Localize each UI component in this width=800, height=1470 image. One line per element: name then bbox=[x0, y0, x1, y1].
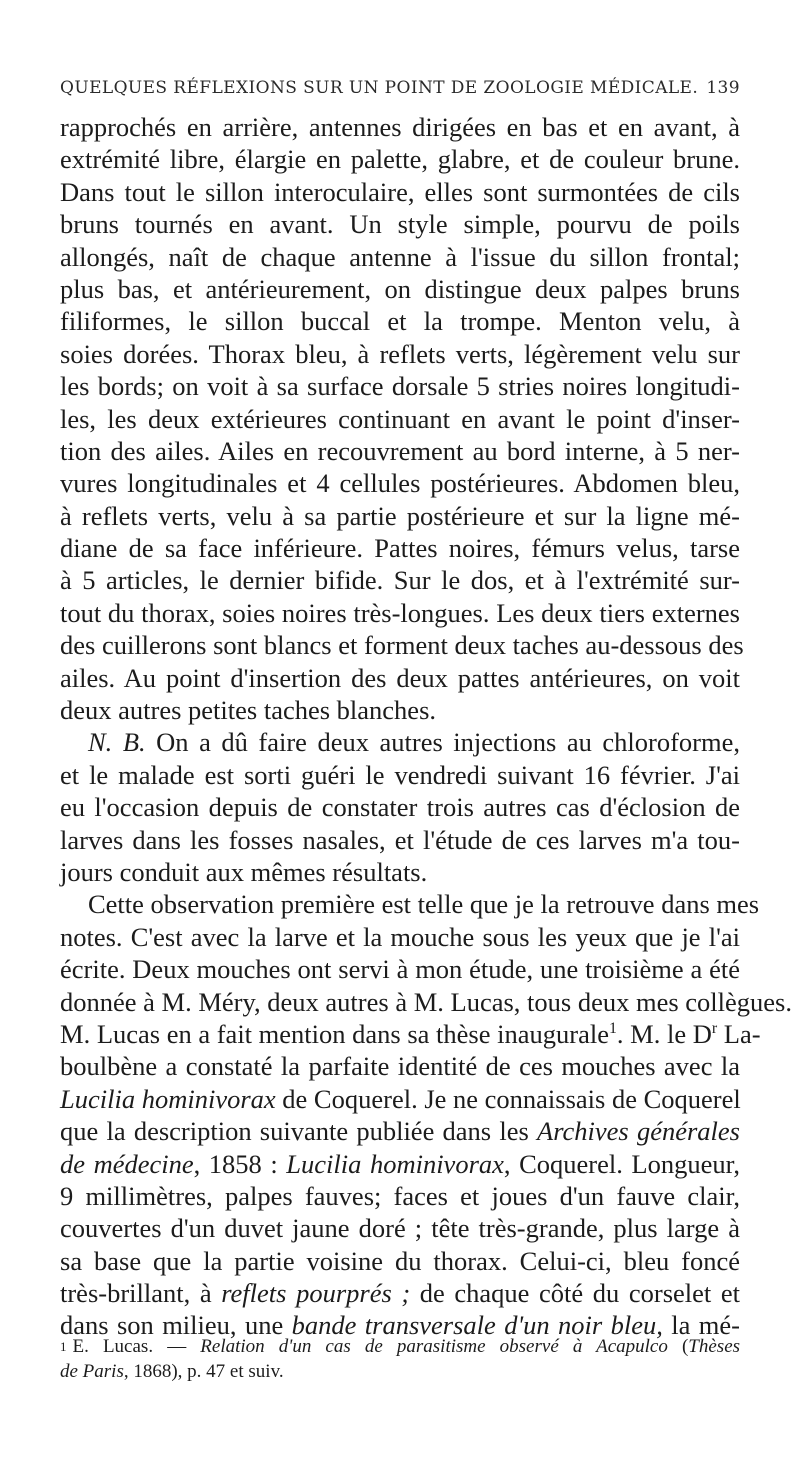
running-head bbox=[60, 78, 740, 100]
text-segment: , 1858 : bbox=[193, 1148, 287, 1179]
text-segment: que la description suivante publiée dans les bbox=[60, 1116, 538, 1147]
footnote-title: Relation d'un cas de parasitisme observé à Acapulco bbox=[200, 1336, 668, 1357]
species-name: Lucilia hominivorax bbox=[286, 1148, 504, 1179]
text-segment: , Coquerel. Longueur, bbox=[503, 1148, 740, 1179]
text-line bbox=[60, 1277, 740, 1309]
footnote-series-end: de Paris bbox=[60, 1361, 124, 1382]
text-segment: de chaque côté du corselet et bbox=[410, 1278, 741, 1309]
text-segment: M. Lucas en a fait mention dans sa thèse inaugurale bbox=[60, 1018, 609, 1049]
text-line: à 5 articles, le dernier bifide. Sur le dos, et à l'extrémité sur- bbox=[60, 565, 740, 596]
page-number: 139 bbox=[706, 78, 740, 98]
text-line bbox=[60, 1115, 740, 1147]
footnote-reference: 1 bbox=[608, 1020, 617, 1038]
text-line: les bords; on voit à sa surface dorsale 5 stries noires longitudi- bbox=[60, 371, 740, 402]
species-name: Lucilia hominivorax bbox=[60, 1083, 276, 1114]
text-segment: dans son milieu, une bbox=[60, 1310, 292, 1341]
footnote-line bbox=[60, 1359, 740, 1384]
text-line: tout du thorax, soies noires très-longues. Les deux tiers externes bbox=[60, 597, 740, 628]
text-line: soies dorées. Thorax bleu, à reflets verts, légèrement velu sur bbox=[60, 338, 740, 369]
text-line: eu l'occasion depuis de constater trois autres cas d'éclosion de bbox=[60, 792, 740, 823]
text-line: rapprochés en arrière, antennes dirigées en bas et en avant, à bbox=[60, 112, 740, 142]
running-head-title: QUELQUES RÉFLEXIONS SUR UN POINT DE ZOOLOGIE MÉDICALE. bbox=[60, 78, 699, 98]
text-line: vures longitudinales et 4 cellules postérieures. Abdomen bleu, bbox=[60, 468, 740, 499]
footnote-marker: 1 bbox=[60, 1339, 67, 1354]
text-line: à reflets verts, velu à sa partie postérieure et sur la ligne mé- bbox=[60, 500, 740, 531]
text-line: et le malade est sorti guéri le vendredi suivant 16 février. J'ai bbox=[60, 759, 740, 790]
text-line: les, les deux extérieures continuant en avant le point d'inser- bbox=[60, 403, 740, 434]
footnote-paren: ( bbox=[681, 1336, 689, 1357]
footnote bbox=[60, 1334, 740, 1384]
text-segment: la mé- bbox=[662, 1310, 740, 1341]
journal-title: de médecine bbox=[60, 1148, 194, 1179]
text-line: couvertes d'un duvet jaune doré ; tête très-grande, plus large à bbox=[60, 1213, 740, 1244]
footnote-dash: — bbox=[167, 1336, 187, 1357]
text-line: larves dans les fosses nasales, et l'étude de ces larves m'a tou- bbox=[60, 824, 740, 855]
text-line: allongés, naît de chaque antenne à l'issue du sillon frontal; bbox=[60, 241, 740, 272]
text-segment: La- bbox=[717, 1018, 761, 1049]
text-line: sa base que la partie voisine du thorax. Celui-ci, bleu foncé bbox=[60, 1245, 740, 1276]
text-line: diane de sa face inférieure. Pattes noires, fémurs velus, tarse bbox=[60, 533, 740, 564]
footnote-author: E. Lucas. bbox=[72, 1336, 154, 1357]
text-line bbox=[60, 1148, 740, 1180]
text-line: jours conduit aux mêmes résultats. bbox=[60, 856, 428, 887]
text-line: 9 millimètres, palpes fauves; faces et joues d'un fauve clair, bbox=[60, 1180, 740, 1211]
text-line: notes. C'est avec la larve et la mouche sous les yeux que je l'ai bbox=[60, 921, 740, 952]
text-line: tion des ailes. Ailes en recouvrement au bord interne, à 5 ner- bbox=[60, 435, 740, 466]
text-line: filiformes, le sillon buccal et la trompe. Menton velu, à bbox=[60, 306, 740, 337]
nb-label: N. B. bbox=[88, 727, 146, 758]
text-segment: de Coquerel. Je ne connaissais de Coquerel bbox=[275, 1083, 741, 1114]
emphasis: reflets pourprés ; bbox=[221, 1278, 411, 1309]
text-line bbox=[60, 1083, 740, 1115]
text-line: Dans tout le sillon interoculaire, elles sont surmontées de cils bbox=[60, 176, 740, 207]
nb-text: On a dû faire deux autres injections au chloroforme, bbox=[156, 727, 740, 758]
abbrev-superscript: r bbox=[711, 1020, 718, 1038]
journal-title: Archives générales bbox=[537, 1116, 740, 1147]
footnote-line bbox=[60, 1334, 740, 1359]
text-line: des cuillerons sont blancs et forment deux taches au-dessous des bbox=[60, 630, 744, 661]
text-line: donnée à M. Méry, deux autres à M. Lucas, tous deux mes collègues. bbox=[60, 986, 792, 1017]
nb-first-line bbox=[60, 726, 740, 758]
text-line: extrémité libre, élargie en palette, glabre, et de couleur brune. bbox=[60, 144, 740, 175]
text-line: bruns tournés en avant. Un style simple, pourvu de poils bbox=[60, 209, 740, 240]
text-line: boulbène a constaté la parfaite identité de ces mouches avec la bbox=[60, 1051, 740, 1082]
text-line: Cette observation première est telle que je la retrouve dans mes bbox=[88, 889, 760, 920]
emphasis: bande transversale d'un noir bleu, bbox=[291, 1310, 663, 1341]
text-line: deux autres petites taches blanches. bbox=[60, 695, 437, 726]
text-segment: . M. le D bbox=[616, 1018, 712, 1049]
body-text bbox=[60, 111, 792, 1342]
text-line: plus bas, et antérieurement, on distingue deux palpes bruns bbox=[60, 273, 740, 304]
footnote-citation: , 1868), p. 47 et suiv. bbox=[123, 1361, 284, 1382]
text-line bbox=[60, 1018, 761, 1050]
footnote-series: Thèses bbox=[688, 1336, 741, 1357]
text-segment: très-brillant, à bbox=[60, 1278, 222, 1309]
text-line: écrite. Deux mouches ont servi à mon étude, une troisième a été bbox=[60, 954, 740, 985]
text-line: ailes. Au point d'insertion des deux pattes antérieures, on voit bbox=[60, 662, 740, 693]
